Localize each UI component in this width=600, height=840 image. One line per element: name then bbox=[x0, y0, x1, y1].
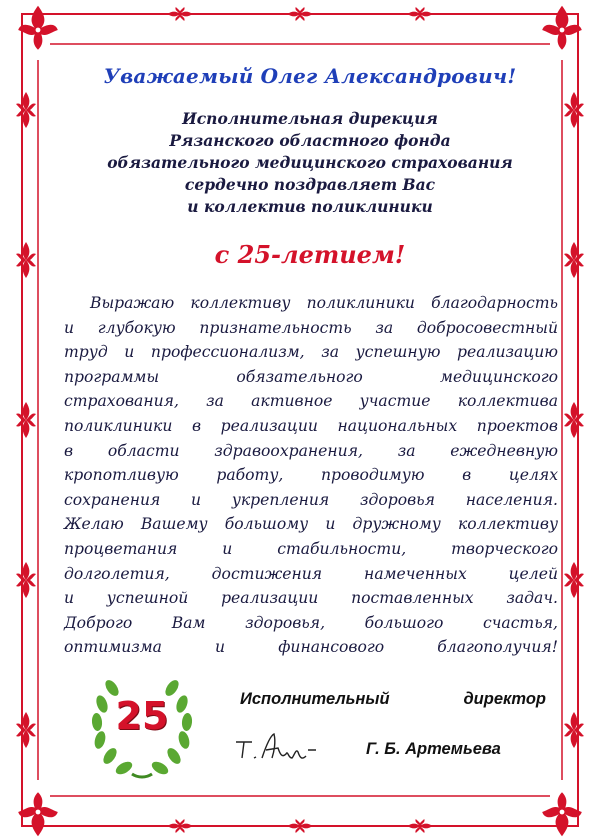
salutation: Уважаемый Олег Александрович! bbox=[103, 64, 517, 88]
body-line: Выражаю коллективу поликлиники благодарность bbox=[90, 294, 558, 312]
body-line: оптимизма и финансового благополучия! bbox=[64, 638, 558, 657]
header-line: обязательного медицинского страхования bbox=[107, 153, 513, 172]
body-line: сохранения и укрепления здоровья населения. bbox=[64, 490, 558, 509]
body-line: поликлиники в реализации национальных проектов bbox=[64, 416, 558, 435]
signatory-title bbox=[240, 690, 546, 709]
anniversary-number: 25 bbox=[115, 694, 169, 738]
body-line: долголетия, достижения намеченных целей bbox=[64, 564, 558, 583]
body-line: процветания и стабильности, творческого bbox=[64, 539, 558, 558]
body-line: и успешной реализации поставленных задач. bbox=[64, 589, 558, 608]
anniversary-title: с 25-летием! bbox=[214, 240, 406, 269]
letter-body bbox=[64, 291, 558, 660]
body-line: страхования, за активное участие коллектива bbox=[64, 392, 558, 411]
title-word: директор bbox=[463, 690, 546, 708]
title-word: Исполнительный bbox=[240, 690, 390, 708]
signatory-name: Г. Б. Артемьева bbox=[366, 740, 501, 758]
header-line: сердечно поздравляет Вас bbox=[184, 175, 436, 194]
handwritten-signature bbox=[232, 728, 324, 766]
body-line: Желаю Вашему большому и дружному коллективу bbox=[64, 515, 558, 534]
header-line: и коллектив поликлиники bbox=[187, 197, 433, 216]
body-line: и глубокую признательность за добросовестный bbox=[64, 318, 558, 337]
body-line: кропотливую работу, проводимую в целях bbox=[64, 466, 558, 485]
header-line: Исполнительная дирекция bbox=[182, 109, 438, 128]
body-line: в области здравоохранения, за ежедневную bbox=[64, 441, 558, 460]
body-line: труд и профессионализм, за успешную реализацию bbox=[64, 343, 558, 362]
body-line: Доброго Вам здоровья, большого счастья, bbox=[64, 613, 558, 632]
body-line: программы обязательного медицинского bbox=[64, 367, 558, 386]
sender-header bbox=[60, 108, 560, 218]
header-line: Рязанского областного фонда bbox=[169, 131, 451, 150]
